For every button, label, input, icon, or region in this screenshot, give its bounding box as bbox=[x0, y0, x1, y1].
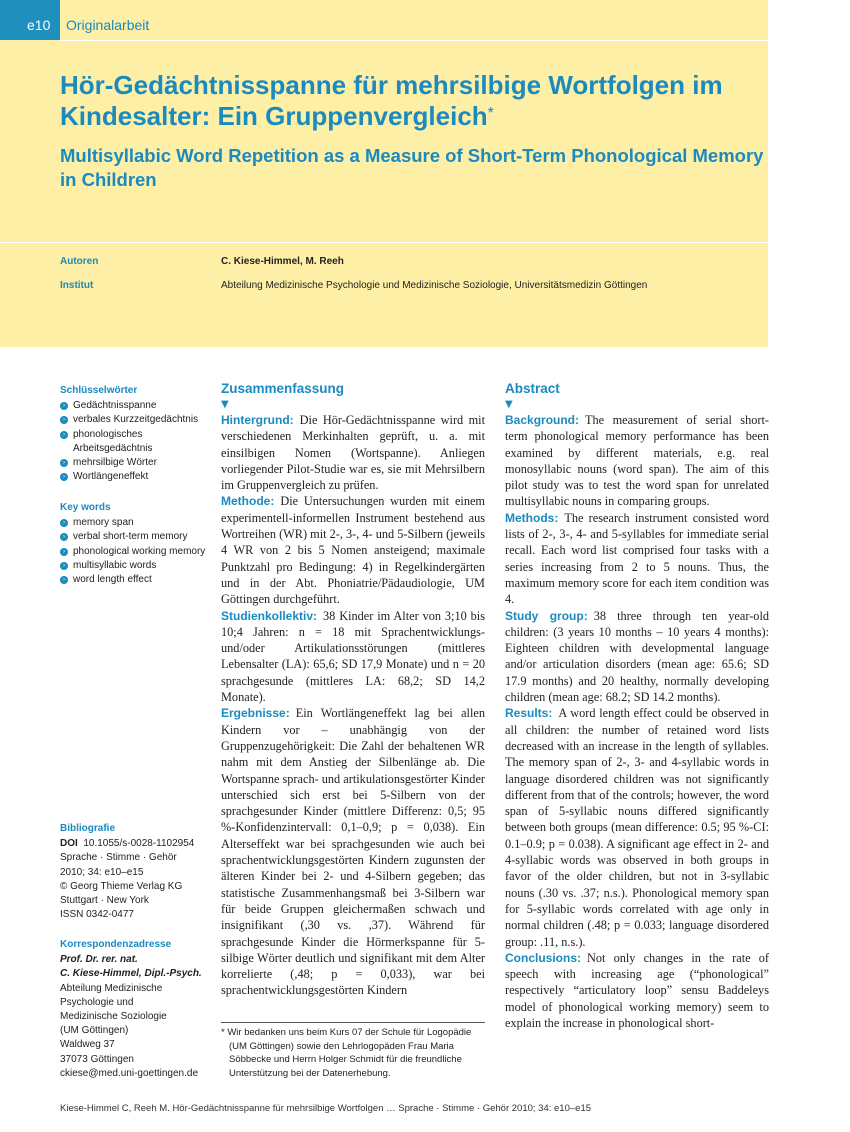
keyword-item: › verbales Kurzzeitgedächtnis bbox=[60, 413, 210, 427]
corr-line: Psychologie und bbox=[60, 996, 134, 1008]
chevron-right-icon: › bbox=[60, 416, 68, 424]
section-label: Originalarbeit bbox=[66, 17, 150, 33]
chevron-right-icon: › bbox=[60, 533, 68, 541]
bib-line: 2010; 34: e10–e15 bbox=[60, 866, 144, 878]
abstract-paragraph: Studienkollektiv: 38 Kinder im Alter von 3;10 bis 10;4 Jahren: n = 18 mit Sprachentwicklungs- und/oder Artikulationsstörungen (mittleres Lebensalter (LA): 65,6; SD 17,9 Monate) und n = 20 sprachgesunde (mittleres LA: 68,2; SD 14,2 Monate). bbox=[221, 608, 485, 705]
keywords-english bbox=[60, 501, 210, 587]
triangle-down-icon: ▼ bbox=[221, 399, 229, 410]
keyword-item: › mehrsilbige Wörter bbox=[60, 456, 210, 470]
chevron-right-icon: › bbox=[60, 402, 68, 410]
article-title-german: Hör-Gedächtnisspanne für mehrsilbige Wortfolgen im Kindesalter: Ein Gruppenvergleich* bbox=[60, 70, 723, 131]
triangle-down-icon: ▼ bbox=[505, 399, 513, 410]
abstract-paragraph: Methods: The research instrument consisted word lists of 2-, 3-, 4- and 5-syllables for immediate serial recall. Each word list comprised four tasks with a series increasing from 2 to 5 nouns. Thus, the maximum memory score for each item condition was 4. bbox=[505, 510, 769, 607]
keyword-item: › Gedächtnisspanne bbox=[60, 399, 210, 413]
doi-line: DOI 10.1055/s-0028-1102954 bbox=[60, 838, 195, 850]
authors: C. Kiese-Himmel, M. Reeh bbox=[221, 256, 344, 267]
keyword-item: › Wortlängeneffekt bbox=[60, 470, 210, 484]
corr-name: C. Kiese-Himmel, Dipl.-Psych. bbox=[60, 968, 202, 980]
corr-name: Prof. Dr. rer. nat. bbox=[60, 954, 138, 966]
bib-line: © Georg Thieme Verlag KG bbox=[60, 880, 183, 892]
abstract-paragraph: Ergebnisse: Ein Wortlängeneffekt lag bei allen Kindern vor – unabhängig von der Gruppenzugehörigkeit: Die Zahl der behaltenen WR nahm mit dem Anstieg der Silbenlänge ab. Die Wortspanne sprach- und artikulationsgestörter Kinder unterschied sich erst bei 5-Silbern von der sprachgesunder Kinder (mittlere Differenz: 0,5; 95 %-Konfidenzintervall: 0,1–0,9; p = 0,038). Ein Alterseffekt war bei sprachgesunden wie auch bei sprachentwicklungsgestörten Kindern zugunsten der älteren Kinder bei 2- und 4-Silbern gegeben; das statistische Zusammenhangsmaß bei 3-Silbern war für beide Gruppen gleichermaßen schwach und insignifikant (,30 vs. ,37). Während für sprachgesunde Kinder die Hörmerkspanne für 5-silbige Wörter deutlich und signifikant mit dem Alter korrelierte (,48; p = 0,033), war bei sprachentwicklungsgestörten Kindern bbox=[221, 706, 485, 998]
divider bbox=[0, 242, 768, 243]
page-number: e10 bbox=[0, 0, 60, 40]
institute: Abteilung Medizinische Psychologie und Medizinische Soziologie, Universitätsmedizin Göttingen bbox=[221, 280, 648, 291]
keyword-item: › word length effect bbox=[60, 573, 210, 587]
corr-line: (UM Göttingen) bbox=[60, 1025, 129, 1037]
chevron-right-icon: › bbox=[60, 548, 68, 556]
chevron-right-icon: › bbox=[60, 459, 68, 467]
corr-line: Medizinische Soziologie bbox=[60, 1011, 167, 1023]
chevron-right-icon: › bbox=[60, 473, 68, 481]
footnote-mark: * bbox=[487, 105, 494, 122]
chevron-right-icon: › bbox=[60, 431, 68, 439]
abstract-heading: Abstract bbox=[505, 381, 560, 396]
keyword-item: › phonological working memory bbox=[60, 545, 210, 559]
abstract-paragraph: Background: The measurement of serial short-term phonological memory performance has been examined by different materials, e.g. real monosyllabic nouns (word span). The aim of this pilot study was to test the word span for unrelated multisyllabic nouns in comparing groups. bbox=[505, 413, 769, 509]
divider bbox=[60, 40, 768, 41]
abstract-paragraph: Study group: 38 three through ten year-old children: (3 years 10 months – 10 years 4 months): Eighteen children with developmental language and/or articulation disorders (mean age: 65.6; SD 17.9 months) and 20 healthy, normally developing children (mean age: 68.2; SD 14.2 months). bbox=[505, 608, 770, 705]
keywords-german bbox=[60, 384, 210, 484]
abstract-paragraph: Conclusions: Not only changes in the rate of speech with increasing age (“phonological” respectively “articulatory loop” sensu Baddeleys model of phonological working memory) seem to explain the increase in phonological short- bbox=[505, 950, 769, 1030]
keywords-german-title: Schlüsselwörter bbox=[60, 385, 138, 396]
footnote-divider bbox=[221, 1022, 485, 1023]
chevron-right-icon: › bbox=[60, 562, 68, 570]
keyword-item: › memory span bbox=[60, 516, 210, 530]
chevron-right-icon: › bbox=[60, 519, 68, 527]
bibliography bbox=[60, 822, 210, 922]
running-footer: Kiese-Himmel C, Reeh M. Hör-Gedächtnisspanne für mehrsilbige Wortfolgen … Sprache · Stimme · Gehör 2010; 34: e10–e15 bbox=[60, 1103, 592, 1114]
corr-line: 37073 Göttingen bbox=[60, 1053, 134, 1065]
chevron-right-icon: › bbox=[60, 576, 68, 584]
bib-line: Sprache · Stimme · Gehör bbox=[60, 852, 177, 864]
keyword-item: › phonologisches Arbeitsgedächtnis bbox=[60, 428, 210, 456]
keywords-english-title: Key words bbox=[60, 502, 111, 513]
correspondence-title: Korrespondenzadresse bbox=[60, 939, 172, 950]
zusammenfassung-heading: Zusammenfassung bbox=[221, 381, 345, 396]
bib-line: Stuttgart · New York bbox=[60, 895, 149, 907]
bibliography-title: Bibliografie bbox=[60, 823, 116, 834]
corr-line: Abteilung Medizinische bbox=[60, 982, 163, 994]
doi-link[interactable]: 10.1055/s-0028-1102954 bbox=[83, 838, 195, 850]
footnote: * Wir bedanken uns beim Kurs 07 der Schule für Logopädie (UM Göttingen) sowie den Lehrlogopäden Frau Maria Söbbecke und Herrn Holger Schmidt für die freundliche Unterstützung bei der Datenerhebung. bbox=[221, 1027, 472, 1079]
bib-line: ISSN 0342-0477 bbox=[60, 909, 134, 921]
corr-line: Waldweg 37 bbox=[60, 1039, 115, 1051]
abstract-paragraph: Methode: Die Untersuchungen wurden mit einem experimentell-informellen Instrument bestehend aus Wortreihen (WR) mit 2-, 3-, 4- und 5-Silbern (jeweils 4 WR von 2 bis 5 Nomen ansteigend; maximale Punktzahl pro Bedingung: 4) in Regelkindergärten und in der Abt. Phoniatrie/Pädaudiologie, UM Göttingen durchgeführt. bbox=[221, 494, 486, 607]
keyword-item: › multisyllabic words bbox=[60, 559, 210, 573]
institute-label: Institut bbox=[60, 280, 94, 291]
abstract-paragraph: Hintergrund: Die Hör-Gedächtnisspanne wird mit verschiedenen Merkinhalten geprüft, u. a. mit einsilbigen Nomen (Wortspanne). Anliegen vorliegender Pilot-Studie war es, sie mit Mehrsilbern im Gruppenvergleich zu prüfen. bbox=[221, 413, 485, 493]
abstract-paragraph: Results: A word length effect could be observed in all children: the number of retained word lists decreased with an increase in the length of syllables. The memory span of 2-, 3- and 4-syllabic words in language disordered children was not significantly different from that of the controls; however, the word span of 5-syllabic nouns differed significantly between both groups (mean difference: 0.5; 95 %-CI: 0.1–0.9; p = 0.038). A significant age effect in 2- and 4-syllabic words was observed in both groups in favor of the older children, but not in 3-syllabic nouns (.30 vs. .37; n.s.). Phonological memory span for 5-syllabic words correlated with age only in normal children (.48; p = 0.033; language disordered group: .11, n.s.). bbox=[505, 706, 769, 949]
abstract-column bbox=[505, 380, 769, 1031]
keyword-item: › verbal short-term memory bbox=[60, 530, 210, 544]
zusammenfassung-column bbox=[221, 380, 485, 999]
correspondence bbox=[60, 938, 210, 1081]
article-title-english: Multisyllabic Word Repetition as a Measure of Short-Term Phonological Memory in Children bbox=[60, 145, 764, 190]
email-link[interactable]: ckiese@med.uni-goettingen.de bbox=[60, 1067, 199, 1079]
authors-label: Autoren bbox=[60, 256, 99, 267]
